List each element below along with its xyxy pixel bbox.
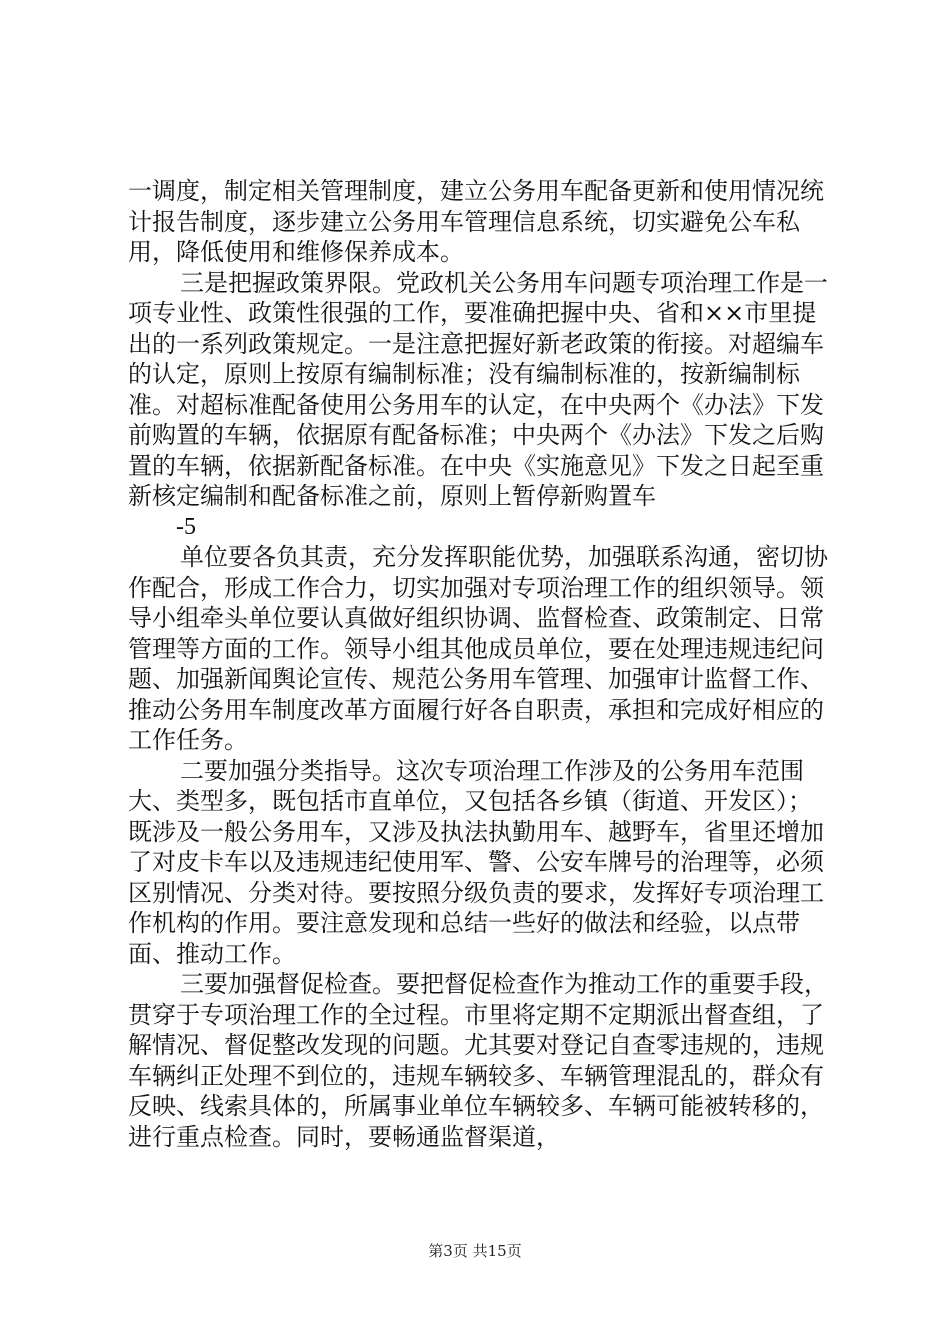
paragraph-supervision: 三要加强督促检查。要把督促检查作为推动工作的重要手段，贯穿于专项治理工作的全过程。市里将定期不定期派出督查组，了解情况、督促整改发现的问题。尤其要对登记自查零违规的，违规车辆纠正处理不到位的，违规车辆较多、车辆管理混乱的，群众有反映、线索具体的，所属事业单位车辆较多、车辆可能被转移的，进行重点检查。同时，要畅通监督渠道， [128, 970, 828, 1151]
document-body [128, 176, 828, 1152]
paragraph-classified-guidance: 二要加强分类指导。这次专项治理工作涉及的公务用车范围大、类型多，既包括市直单位，又包括各乡镇（街道、开发区）；既涉及一般公务用车，又涉及执法执勤用车、越野车，省里还增加了对皮卡车以及违规违纪使用军、警、公安车牌号的治理等，必须区别情况、分类对待。要按照分级负责的要求，发挥好专项治理工作机构的作用。要注意发现和总结一些好的做法和经验，以点带面、推动工作。 [128, 756, 824, 968]
paragraph-policy-boundaries: 三是把握政策界限。党政机关公务用车问题专项治理工作是一项专业性、政策性很强的工作，要准确把握中央、省和××市里提出的一系列政策规定。一是注意把握好新老政策的衔接。对超编车的认定，原则上按原有编制标准；没有编制标准的，按新编制标准。对超标准配备使用公务用车的认定，在中央两个《办法》下发前购置的车辆，依据原有配备标准；中央两个《办法》下发之后购置的车辆，依据新配备标准。在中央《实施意见》下发之日起至重新核定编制和配备标准之前，原则上暂停新购置车 [128, 268, 828, 510]
paragraph-responsibilities: 单位要各负其责，充分发挥职能优势，加强联系沟通，密切协作配合，形成工作合力，切实加强对专项治理工作的组织领导。领导小组牵头单位要认真做好组织协调、监督检查、政策制定、日常管理等方面的工作。领导小组其他成员单位，要在处理违规违纪问题、加强新闻舆论宣传、规范公务用车管理、加强审计监督工作、推动公务用车制度改革方面履行好各自职责，承担和完成好相应的工作任务。 [128, 543, 828, 754]
page-marker: -5 [176, 513, 196, 540]
page-footer: 第3页 共15页 [428, 1242, 522, 1260]
paragraph-continuation: 一调度，制定相关管理制度，建立公务用车配备更新和使用情况统计报告制度，逐步建立公务用车管理信息系统，切实避免公车私用，降低使用和维修保养成本。 [128, 177, 824, 266]
